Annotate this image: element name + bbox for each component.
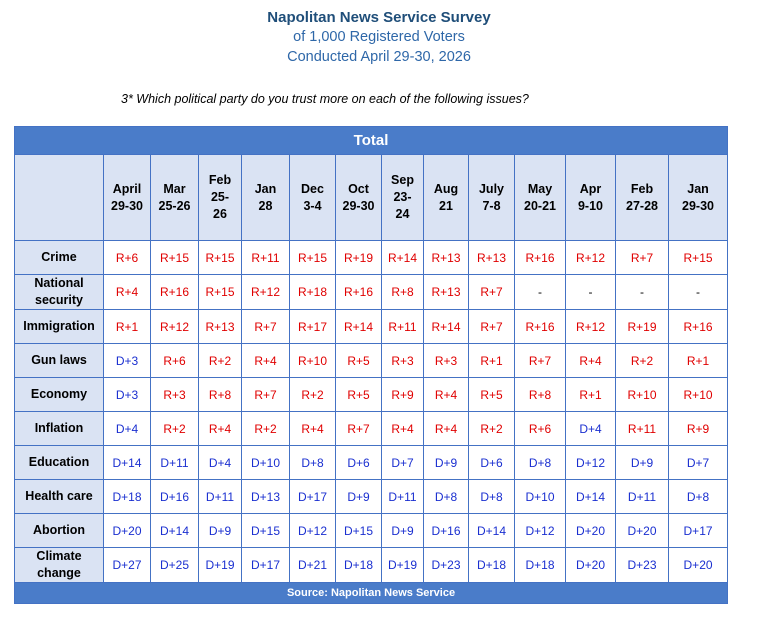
column-header <box>290 155 336 241</box>
table-cell: R+4 <box>382 412 424 446</box>
column-header <box>469 155 515 241</box>
table-cell: R+3 <box>151 378 199 412</box>
table-cell: R+18 <box>290 275 336 310</box>
total-label: Total <box>15 127 728 155</box>
table-cell: D+8 <box>290 446 336 480</box>
table-cell: R+4 <box>104 275 151 310</box>
table-cell: D+21 <box>290 548 336 583</box>
table-row <box>15 548 728 583</box>
table-cell: D+7 <box>669 446 728 480</box>
table-cell: - <box>669 275 728 310</box>
table-cell: R+19 <box>616 310 669 344</box>
table-cell: D+13 <box>242 480 290 514</box>
table-row <box>15 344 728 378</box>
table-cell: R+7 <box>469 275 515 310</box>
column-header <box>424 155 469 241</box>
row-label-line: Climate <box>36 549 82 563</box>
table-cell: R+10 <box>290 344 336 378</box>
table-cell: R+7 <box>515 344 566 378</box>
table-cell: D+7 <box>382 446 424 480</box>
table-cell: D+18 <box>515 548 566 583</box>
table-cell: R+12 <box>566 241 616 275</box>
row-label-line: Inflation <box>34 421 84 435</box>
table-cell: D+20 <box>566 514 616 548</box>
row-label-line: Education <box>28 455 90 469</box>
table-cell: R+1 <box>566 378 616 412</box>
column-header <box>515 155 566 241</box>
table-row <box>15 241 728 275</box>
column-header-line: Dec <box>301 181 324 196</box>
column-header-line: 29-30 <box>111 198 143 213</box>
table-cell: R+8 <box>199 378 242 412</box>
table-cell: R+8 <box>515 378 566 412</box>
row-label-line: Immigration <box>23 319 95 333</box>
table-cell: R+4 <box>424 378 469 412</box>
row-label-line: security <box>35 293 83 307</box>
row-label-line: Crime <box>41 250 77 264</box>
table-cell: R+2 <box>242 412 290 446</box>
table-cell: R+4 <box>199 412 242 446</box>
table-cell: R+10 <box>669 378 728 412</box>
table-cell: R+7 <box>242 378 290 412</box>
column-header-line: Feb <box>630 181 654 196</box>
table-cell: - <box>616 275 669 310</box>
table-cell: D+12 <box>566 446 616 480</box>
table-cell: R+15 <box>669 241 728 275</box>
table-cell: D+18 <box>336 548 382 583</box>
column-header <box>199 155 242 241</box>
table-cell: D+20 <box>669 548 728 583</box>
column-header-line: 3-4 <box>303 198 322 213</box>
column-header <box>242 155 290 241</box>
table-cell: R+8 <box>382 275 424 310</box>
table-cell: D+11 <box>151 446 199 480</box>
table-cell: R+13 <box>469 241 515 275</box>
corner-cell <box>15 155 104 241</box>
row-label <box>15 446 104 480</box>
column-header <box>669 155 728 241</box>
row-label <box>15 378 104 412</box>
table-cell: R+12 <box>151 310 199 344</box>
table-cell: D+19 <box>199 548 242 583</box>
table-cell: R+12 <box>566 310 616 344</box>
report-title: Napolitan News Service Survey <box>267 9 491 26</box>
table-row <box>15 378 728 412</box>
table-cell: D+14 <box>469 514 515 548</box>
table-cell: R+1 <box>469 344 515 378</box>
survey-question: 3* Which political party do you trust more on each of the following issues? <box>121 92 529 106</box>
table-cell: D+9 <box>616 446 669 480</box>
table-cell: D+18 <box>104 480 151 514</box>
column-header-line: Jan <box>687 181 709 196</box>
table-cell: D+14 <box>151 514 199 548</box>
column-header-line: Aug <box>433 181 459 196</box>
table-cell: R+7 <box>242 310 290 344</box>
row-label <box>15 241 104 275</box>
table-cell: D+8 <box>469 480 515 514</box>
table-row <box>15 275 728 310</box>
table-cell: D+8 <box>515 446 566 480</box>
table-cell: D+11 <box>616 480 669 514</box>
column-header <box>151 155 199 241</box>
column-header-line: 27-28 <box>626 198 658 213</box>
row-label-line: National <box>34 276 84 290</box>
table-cell: R+2 <box>151 412 199 446</box>
table-row <box>15 310 728 344</box>
table-cell: R+16 <box>515 310 566 344</box>
table-cell: D+9 <box>382 514 424 548</box>
column-header-line: 9-10 <box>577 198 604 213</box>
column-header-line: Oct <box>348 181 369 196</box>
table-cell: D+9 <box>336 480 382 514</box>
column-header <box>566 155 616 241</box>
table-cell: D+12 <box>515 514 566 548</box>
table-cell: D+16 <box>424 514 469 548</box>
table-cell: R+1 <box>669 344 728 378</box>
table-cell: R+7 <box>469 310 515 344</box>
table-cell: R+13 <box>424 241 469 275</box>
column-header-line: April <box>112 181 142 196</box>
table-cell: R+14 <box>382 241 424 275</box>
column-header-line: 29-30 <box>682 198 715 213</box>
column-header-line: 21 <box>439 198 453 213</box>
row-label <box>15 310 104 344</box>
table-cell: R+9 <box>382 378 424 412</box>
row-label-line: Economy <box>30 387 88 401</box>
table-cell: D+15 <box>336 514 382 548</box>
table-cell: D+6 <box>336 446 382 480</box>
table-cell: D+15 <box>242 514 290 548</box>
table-cell: D+9 <box>424 446 469 480</box>
table-cell: R+15 <box>290 241 336 275</box>
table-cell: R+1 <box>104 310 151 344</box>
table-cell: D+10 <box>515 480 566 514</box>
table-cell: D+11 <box>199 480 242 514</box>
row-label-line: Abortion <box>32 523 86 537</box>
row-label <box>15 275 104 310</box>
table-cell: D+10 <box>242 446 290 480</box>
table-cell: R+17 <box>290 310 336 344</box>
table-cell: R+5 <box>469 378 515 412</box>
table-cell: R+6 <box>151 344 199 378</box>
table-cell: R+5 <box>336 344 382 378</box>
report-subtitle-sample: of 1,000 Registered Voters <box>293 29 465 45</box>
row-label <box>15 548 104 583</box>
column-header-line: 20-21 <box>524 198 556 213</box>
column-header-line: May <box>527 181 553 196</box>
table-cell: D+17 <box>669 514 728 548</box>
table-cell: R+19 <box>336 241 382 275</box>
table-cell: R+6 <box>104 241 151 275</box>
table-cell: D+12 <box>290 514 336 548</box>
table-cell: D+6 <box>469 446 515 480</box>
table-cell: D+14 <box>566 480 616 514</box>
table-cell: R+5 <box>336 378 382 412</box>
total-band <box>15 127 728 155</box>
table-cell: R+16 <box>151 275 199 310</box>
table-cell: D+18 <box>469 548 515 583</box>
table-cell: D+17 <box>290 480 336 514</box>
column-header <box>104 155 151 241</box>
table-cell: R+2 <box>469 412 515 446</box>
table-cell: R+16 <box>669 310 728 344</box>
table-cell: R+10 <box>616 378 669 412</box>
table-cell: R+7 <box>336 412 382 446</box>
row-label-line: Health care <box>25 489 93 503</box>
column-header-line: 25- <box>210 190 230 204</box>
column-header-line: 25-26 <box>158 198 191 213</box>
column-header-line: 24 <box>395 207 410 221</box>
table-cell: R+13 <box>424 275 469 310</box>
table-row <box>15 514 728 548</box>
table-cell: R+11 <box>616 412 669 446</box>
column-header-line: 23- <box>393 190 412 204</box>
column-header-line: Sep <box>391 173 414 187</box>
table-cell: D+14 <box>104 446 151 480</box>
table-row <box>15 446 728 480</box>
table-cell: D+23 <box>616 548 669 583</box>
row-label <box>15 480 104 514</box>
table-cell: R+11 <box>382 310 424 344</box>
column-header-line: Apr <box>579 181 602 196</box>
table-cell: D+3 <box>104 378 151 412</box>
table-cell: D+4 <box>566 412 616 446</box>
table-cell: R+16 <box>336 275 382 310</box>
column-header <box>382 155 424 241</box>
table-cell: R+2 <box>290 378 336 412</box>
table-cell: D+8 <box>669 480 728 514</box>
column-header-line: Mar <box>163 181 186 196</box>
table-cell: D+4 <box>104 412 151 446</box>
table-cell: D+4 <box>199 446 242 480</box>
column-header <box>336 155 382 241</box>
table-cell: D+23 <box>424 548 469 583</box>
table-body <box>15 241 728 583</box>
table-cell: R+9 <box>669 412 728 446</box>
table-cell: D+3 <box>104 344 151 378</box>
table-cell: D+16 <box>151 480 199 514</box>
table-cell: D+17 <box>242 548 290 583</box>
table-cell: R+15 <box>151 241 199 275</box>
table-cell: R+3 <box>382 344 424 378</box>
table-cell: D+25 <box>151 548 199 583</box>
table-cell: R+14 <box>424 310 469 344</box>
table-cell: R+4 <box>566 344 616 378</box>
table-row <box>15 412 728 446</box>
table-cell: D+19 <box>382 548 424 583</box>
column-header <box>616 155 669 241</box>
column-header-row <box>15 155 728 241</box>
table-cell: R+16 <box>515 241 566 275</box>
table-cell: R+7 <box>616 241 669 275</box>
table-cell: R+13 <box>199 310 242 344</box>
table-cell: D+20 <box>616 514 669 548</box>
report-header <box>0 8 758 67</box>
row-label-line: Gun laws <box>31 353 87 367</box>
row-label-line: change <box>37 566 81 580</box>
table-cell: D+27 <box>104 548 151 583</box>
table-cell: R+15 <box>199 275 242 310</box>
column-header-line: Feb <box>208 173 232 187</box>
table-cell: R+12 <box>242 275 290 310</box>
table-cell: D+11 <box>382 480 424 514</box>
table-cell: R+15 <box>199 241 242 275</box>
row-label <box>15 412 104 446</box>
table-cell: R+11 <box>242 241 290 275</box>
table-row <box>15 480 728 514</box>
table-cell: - <box>566 275 616 310</box>
row-label <box>15 514 104 548</box>
table-cell: R+2 <box>199 344 242 378</box>
table-cell: - <box>515 275 566 310</box>
report-subtitle-dates: Conducted April 29-30, 2026 <box>287 49 471 65</box>
table-cell: R+4 <box>242 344 290 378</box>
table-cell: R+4 <box>290 412 336 446</box>
table-cell: R+3 <box>424 344 469 378</box>
source-text: Source: Napolitan News Service <box>15 583 728 604</box>
table-cell: R+4 <box>424 412 469 446</box>
column-header-line: 7-8 <box>482 198 501 213</box>
table-cell: D+8 <box>424 480 469 514</box>
table-cell: D+20 <box>566 548 616 583</box>
source-band <box>15 583 728 604</box>
table-cell: R+2 <box>616 344 669 378</box>
column-header-line: July <box>478 181 504 196</box>
table-cell: R+6 <box>515 412 566 446</box>
column-header-line: 26 <box>213 207 227 221</box>
table-cell: R+14 <box>336 310 382 344</box>
results-table <box>14 126 728 604</box>
column-header-line: Jan <box>254 181 277 196</box>
row-label <box>15 344 104 378</box>
column-header-line: 29-30 <box>342 198 375 213</box>
table-cell: D+9 <box>199 514 242 548</box>
table-cell: D+20 <box>104 514 151 548</box>
column-header-line: 28 <box>258 198 273 213</box>
